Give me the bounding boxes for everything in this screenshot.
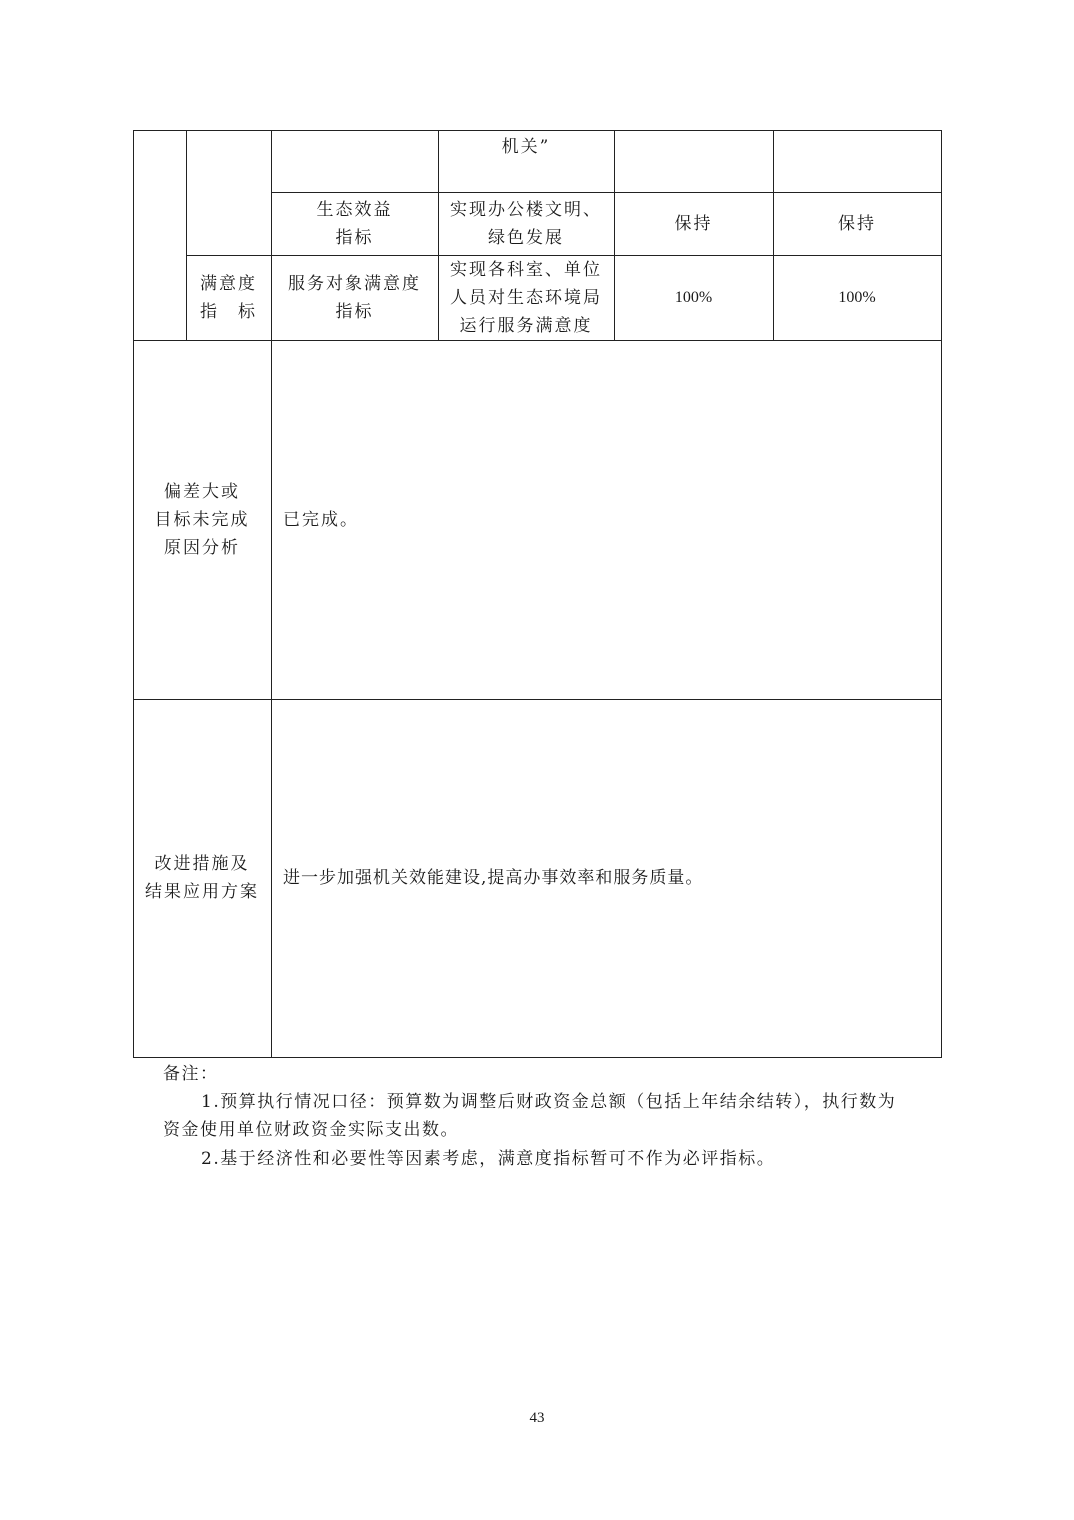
notes-item-2 — [163, 1145, 923, 1173]
cell-text: 原因分析 — [164, 537, 240, 558]
actual-value-ecological — [773, 192, 941, 255]
content-cell-continued — [438, 130, 614, 164]
notes-item-2-text: 2.基于经济性和必要性等因素考虑，满意度指标暂可不作为必评指标。 — [201, 1149, 776, 1169]
cell-text: 偏差大或 — [164, 481, 240, 502]
cell-text: 目标未完成 — [154, 509, 250, 530]
sub-indicator-ecological — [271, 192, 438, 255]
cell-text: 满意度 — [200, 273, 257, 294]
improvement-label — [133, 699, 271, 1057]
cell-text: 100% — [674, 288, 713, 306]
cell-text: 进一步加强机关效能建设,提高办事效率和服务质量。 — [283, 868, 704, 888]
cell-text: 实现办公楼文明、 — [450, 199, 602, 220]
cell-text: 指标 — [335, 301, 374, 322]
content-satisfaction — [438, 255, 614, 340]
cell-text: 保持 — [838, 213, 876, 234]
cell-text: 指 标 — [200, 301, 257, 322]
improvement-value — [271, 699, 941, 1057]
cell-text: 100% — [838, 288, 876, 306]
notes-heading-text: 备注： — [163, 1064, 219, 1084]
content-ecological — [438, 192, 614, 255]
notes-item-1-line-1: 1.预算执行情况口径：预算数为调整后财政资金总额（包括上年结余结转），执行数为 — [201, 1092, 897, 1112]
cell-text: 结果应用方案 — [145, 882, 259, 902]
cell-text: 生态效益 — [316, 199, 393, 220]
notes-item-1 — [163, 1088, 923, 1144]
cell-text: 运行服务满意度 — [459, 315, 593, 336]
target-value-satisfaction — [614, 255, 773, 340]
cell-text: 指标 — [335, 227, 374, 248]
cell-text: 人员对生态环境局 — [450, 287, 602, 308]
cell-text: 绿色发展 — [488, 227, 564, 248]
cell-text: 服务对象满意度 — [288, 273, 421, 294]
cell-text: 实现各科室、单位 — [450, 259, 602, 280]
category-satisfaction — [186, 255, 271, 340]
cell-text: 已完成。 — [283, 509, 359, 530]
cell-text: 改进措施及 — [154, 854, 250, 874]
notes-item-1-line-2: 资金使用单位财政资金实际支出数。 — [163, 1120, 459, 1140]
cell-text: 机关” — [501, 137, 551, 157]
table-border-bottom — [133, 1057, 942, 1058]
actual-value-satisfaction — [773, 255, 941, 340]
sub-indicator-satisfaction — [271, 255, 438, 340]
deviation-label — [133, 340, 271, 699]
deviation-value — [271, 340, 941, 699]
page-number: 43 — [529, 1410, 545, 1426]
table-border-right — [941, 130, 942, 1058]
notes-heading — [163, 1060, 923, 1088]
cell-text: 保持 — [674, 213, 713, 234]
target-value-ecological — [614, 192, 773, 255]
